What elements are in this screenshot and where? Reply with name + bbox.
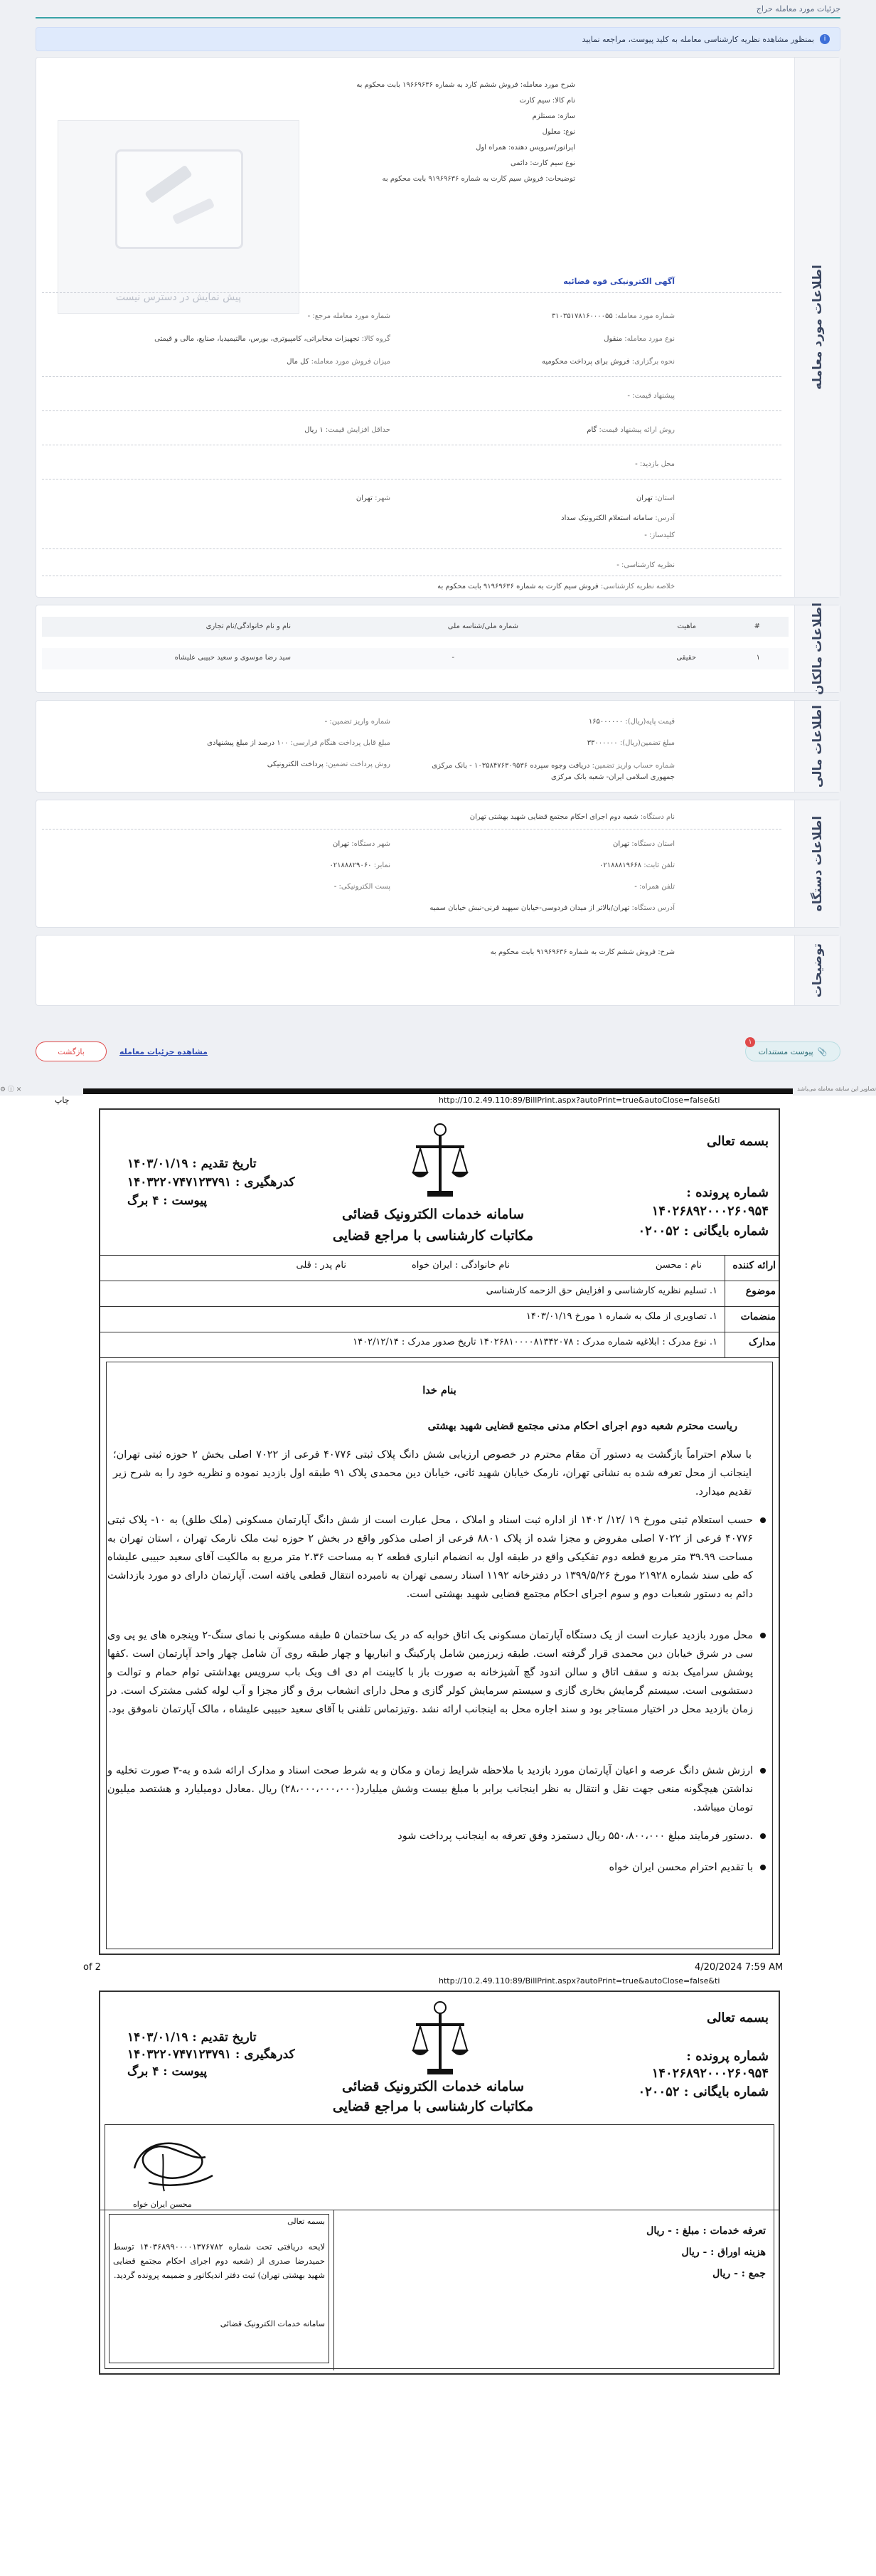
notice-text: بمنظور مشاهده نظریه کارشناسی معامله به کلید پیوست، مراجعه نمایید — [582, 34, 814, 44]
scales-emblem-icon — [412, 1123, 469, 1201]
org-subtitle: مکاتبات کارشناسی با مراجع قضایی — [332, 1228, 534, 1244]
description-side: توضیحات — [794, 935, 840, 1005]
owners-side: اطلاعات مالکان — [794, 605, 840, 692]
financial-card: اطلاعات مالی قیمت پایه(ریال): ۱۶۵۰۰۰۰۰۰ شماره واریز تضمین: - مبلغ تضمین(ریال): ۳۳۰۰۰۰۰۰ مبلغ قابل پرداخت هنگام فرارسی: ۱۰۰ درصد از مبلغ پیشنهادی شماره حساب واریز تضمین: دریافت وجوه سپرده ۱۰۳۵۸۴۷۶۳۰۹۵۳۶ - بانک مرکزی جمهوری اسلامی ایران- شعبه بانک مرکزی روش پرداخت تضمین: پرداخت الکترونیکی — [36, 700, 840, 793]
org-name: سامانه خدمات الکترونیک قضائی — [341, 1207, 525, 1222]
item-info-card: اطلاعات مورد معامله شرح مورد معامله: فروش ششم کارد به شماره ۱۹۶۶۹۶۳۶ بابت محکوم به نام کالا: سیم کارت سازه: مستلزم نوع: معلول اپراتور/سرویس دهنده: همراه اول نوع سیم کارت: دائمی توضیحات: فروش سیم کارت به شماره ۹۱۹۶۹۶۳۶ بابت محکوم به پیش نمایش در دسترس نیست آگهی الکترونیکی قوه قضائیه شماره مورد معامله: ۳۱۰۳۵۱۷۸۱۶۰۰۰۰۵۵ شماره مورد معامله مرجع: - نوع مورد معامله: منقول گروه کالا: تجهیزات مخابراتی، کامپیوتری، بورس، مالتیمیدیا، صنایع، مالی و قیمتی نحوه برگزاری: فروش برای پرداخت محکومیه میزان فروش مورد معامله: کل مال پیشنهاد قیمت: - روش ارائه پیشنهاد قیمت: گام حداقل افزایش قیمت: ۱ ریال محل بازدید: - استان: تهران شهر: تهران آدرس: سامانه استعلام الکترونیک سداد کلیدساز: - نظریه کارشناسی: - خلاصه نظریه کارشناسی: فروش سیم کارت به شماره ۹۱۹۶۹۶۳۶ بابت محکوم به — [36, 57, 840, 598]
receipt-besme: بسمه تعالی — [287, 2217, 325, 2226]
print-url: http://10.2.49.110:89/BillPrint.aspx?autoPrint=true&autoClose=false&ti — [439, 1096, 720, 1105]
attach-count-badge: ۱ — [745, 1037, 755, 1047]
table-row: ۱ حقیقی - سید رضا موسوی و سعید حبیبی علیشاه — [42, 648, 789, 669]
attach-docs-button[interactable]: 📎 پیوست مستندات — [745, 1041, 840, 1061]
department-side: اطلاعات دستگاه — [794, 800, 840, 927]
image-placeholder — [58, 120, 299, 314]
receipt-signature: سامانه خدمات الکترونیک قضائی — [220, 2319, 325, 2328]
item-code: ۳۱۰۳۵۱۷۸۱۶۰۰۰۰۵۵ — [551, 312, 613, 320]
view-details-link[interactable]: مشاهده جزئیات معامله — [119, 1046, 208, 1056]
desc-line: شرح مورد معامله: فروش ششم کارد به شماره ۱۹۶۶۹۶۳۶ بابت محکوم به — [356, 81, 575, 89]
fee-line: تعرفه خدمات : مبلغ : - ریال — [646, 2225, 766, 2237]
page-counter: of 2 — [83, 1962, 101, 1973]
print-timestamp: 4/20/2024 7:59 AM — [695, 1962, 784, 1973]
submit-date: تاریخ تقدیم : ۱۴۰۳/۰۱/۱۹ — [127, 1157, 257, 1171]
tracking-code: کدرهگیری : ۱۴۰۳۲۲۰۷۴۷۱۲۳۷۹۱ — [127, 1175, 295, 1189]
besme: بسمه تعالی — [706, 1134, 769, 1149]
item-description — [356, 78, 575, 187]
filer-row: ارائه کننده نام : محسن نام خانوادگی : ایران خواه نام پدر : قلی — [99, 1255, 780, 1281]
back-button[interactable]: بازگشت — [36, 1041, 107, 1061]
letter-page-1 — [99, 1108, 780, 1955]
attachments-row: منضمات ۱. تصاویری از ملک به شماره ۱ مورخ ۱۴۰۳/۰۱/۱۹ — [99, 1306, 780, 1332]
owners-header: # ماهیت شماره ملی/شناسه ملی نام و نام خانوادگی/نام تجاری — [42, 617, 789, 637]
description-text: شرح: فروش ششم کارت به شماره ۹۱۹۶۹۶۳۶ بابت محکوم به — [490, 948, 675, 956]
ad-link[interactable]: آگهی الکترونیکی قوه قضائیه — [563, 277, 675, 286]
attachment-count: پیوست : ۴ برگ — [127, 1194, 208, 1208]
description-card — [36, 935, 840, 1006]
desc-line: اپراتور/سرویس دهنده: همراه اول — [476, 144, 575, 152]
finding-1: حسب استعلام ثبتی مورخ ۱۹ /۱۲/ ۱۴۰۲ از اداره ثبت اسناد و املاک ، محل عبارت است از شش دانگ آپارتمان مسکونی (ملک طلق) به ۱۰- پلاک ثبتی ۴۰۷۷۶ فرعی از ۷۰۲۲ اصلی مفروض و مجزا شده از پلاک ۸۸۰۱ فرعی از اصلی مذکور واقع در بخش ۲ حوزه ثبت ملک نارمک تهران ، استان تهران به مساحت ۳۹.۹۹ متر مربع قطعه دوم تفکیکی واقع در طبقه اول به انضمام انباری قطعه ۲ به مساحت ۲.۳۶ متر مربع به مالکیت آقای سعید حبیبی علیشاه که طی سند شماره ۲۱۹۲۸ مورخ ۱۳۹۹/۵/۲۶ در دفترخانه ۱۱۹۲ اسناد رسمی تهران به نامبرده انتقال قطعی یافته است. آپارتمان دارای دو مورد بازداشت دائم به دستور شعبات دوم و سوم اجرای احکام مجتمع قضایی شهید بهشتی است. — [107, 1511, 773, 1604]
paper-fee-line: هزینه اوراق : - ریال — [681, 2247, 766, 2258]
signoff: با تقدیم احترام محسن ایران خواه — [107, 1858, 773, 1877]
handwritten-signature — [120, 2133, 220, 2197]
info-icon: i — [820, 34, 830, 44]
god-name: بنام خدا — [422, 1384, 456, 1396]
signer-name: محسن ایران خواه — [133, 2200, 192, 2209]
letter-page-2: بسمه تعالی شماره پرونده : ۱۴۰۲۶۸۹۲۰۰۰۲۶۰۹۵۴ شماره بایگانی : ۰۲۰۰۵۲ سامانه خدمات الکترونیک قضائی مکاتبات کارشناسی با مراجع قضایی تاریخ تقدیم : ۱۴۰۳/۰۱/۱۹ کدرهگیری : ۱۴۰۳۲۲۰۷۴۷۱۲۳۷۹۱ پیوست : ۴ برگ محسن ایران خواه تعرفه خدمات : مبلغ : - ریال هزینه اوراق : - ریال جمع : - ریال بسمه تعالی لایحه دریافتی تحت شماره ۱۴۰۳۶۸۹۹۰۰۰۰۱۳۷۶۷۸۲ توسط حمیدرضا صدری از (شعبه دوم اجرای احکام مجتمع قضایی شهید بهشتی تهران) ثبت دفتر اندیکاتور و ضمیمه پرونده گردید. سامانه خدمات الکترونیک قضائی — [99, 1991, 780, 2376]
documents-row: مدارک ۱. نوع مدرک : ابلاغیه شماره مدرک : ۱۴۰۲۶۸۱۰۰۰۰۸۱۳۴۲۰۷۸ تاریخ صدور مدرک : ۱۴۰۲/۱۲/۱۴ — [99, 1332, 780, 1357]
addressee: ریاست محترم شعبه دوم اجرای احکام مدنی مجتمع قضایی شهید بهشتی — [427, 1420, 737, 1432]
department-card: اطلاعات دستگاه نام دستگاه: شعبه دوم اجرای احکام مجتمع قضایی شهید بهشتی تهران استان دستگاه: تهران شهر دستگاه: تهران تلفن ثابت: ۰۲۱۸۸۸۱۹۶۶۸ نمابر: ۰۲۱۸۸۸۲۹۰۶۰ تلفن همراه: - پست الکترونیکی: - آدرس دستگاه: تهران/بالاتر از میدان فردوسی-خیابان سپهبد قرنی-نبش خیابان سمیه — [36, 800, 840, 928]
case-number-label: شماره پرونده : — [686, 1185, 769, 1200]
total-line: جمع : - ریال — [712, 2268, 766, 2279]
case-number: ۱۴۰۲۶۸۹۲۰۰۰۲۶۰۹۵۴ — [651, 1204, 769, 1219]
owners-card — [36, 605, 840, 693]
auction-details-page — [0, 0, 876, 1096]
print-label: چاپ — [55, 1096, 70, 1105]
desc-line: نوع سیم کارت: دائمی — [510, 159, 575, 167]
document-icon — [115, 149, 243, 249]
desc-line: نوع: معلول — [542, 128, 575, 136]
subject-row: موضوع ۱. تسلیم نظریه کارشناسی و افزایش حق الزحمه کارشناسی — [99, 1281, 780, 1306]
paperclip-icon: 📎 — [817, 1046, 828, 1056]
finding-3: ارزش شش دانگ عرصه و اعیان آپارتمان مورد بازدید با ملاحظه شرایط زمان و مکان و به شرط صحت اسناد و مدارک ارائه شده و به-۳ صورت تخلیه و نداشتن هیچگونه منعی جهت نقل و انتقال به نظر اینجانب برابر با مبلغ بیست وشش میلیارد(۲۸،۰۰۰،۰۰۰،۰۰۰) ریال .معادل دومیلیارد و هشتصد میلیون تومان میباشد. — [107, 1761, 773, 1817]
desc-line: توضیحات: فروش سیم کارت به شماره ۹۱۹۶۹۶۳۶ بابت محکوم به — [382, 175, 575, 183]
viewer-controls[interactable]: ⚙ ⓘ ✕ — [0, 1086, 22, 1093]
receipt-text: لایحه دریافتی تحت شماره ۱۴۰۳۶۸۹۹۰۰۰۰۱۳۷۶۷۸۲ توسط حمیدرضا صدری از (شعبه دوم اجرای احکام مجتمع قضایی شهید بهشتی تهران) ثبت دفتر اندیکاتور و ضمیمه پرونده گردید. — [113, 2242, 325, 2280]
item-info-side: اطلاعات مورد معامله — [794, 58, 840, 597]
notice-banner — [36, 27, 840, 51]
page-title: جزئیات مورد معامله حراج — [36, 4, 840, 18]
print-url-2: http://10.2.49.110:89/BillPrint.aspx?autoPrint=true&autoClose=false&ti — [439, 1976, 720, 1986]
scales-emblem-icon — [412, 2000, 469, 2079]
intro-paragraph: با سلام احتراماً بازگشت به دستور آن مقام محترم در خصوص ارزیابی شش دانگ پلاک ثبتی ۴۰۷۷۶ فرعی از ۷۰۲۲ اصلی بخش ۲ حوزه ثبتی تهران؛ اینجانب از محل تعرفه شده به نشانی تهران، نارمک خیابان شهید ثانی، خیابان دین محمدی پلاک ۹۱ طبقه اول بازدید نموده و نظریه خود را به شرح زیر تقدیم میدارد. — [113, 1449, 752, 1498]
desc-line: سازه: مستلزم — [532, 112, 575, 120]
desc-line: نام کالا: سیم کارت — [519, 97, 575, 105]
scanned-document — [55, 1088, 793, 2576]
finding-4: .دستور فرمایند مبلغ ۵۵۰،۸۰۰،۰۰۰ ریال دستمزد وفق تعرفه به اینجانب پرداخت شود — [107, 1827, 773, 1845]
image-caption: پیش نمایش در دسترس نیست — [115, 292, 242, 303]
archive-number: شماره بایگانی : ۰۲۰۰۵۲ — [638, 1224, 769, 1239]
finding-2: محل مورد بازدید عبارت است از یک دستگاه آپارتمان مسکونی یک اتاق خوابه که در یک ساختمان ۵ طبقه مسکونی با نمای سنگ-۲ وپنجره های یو پی وی سی در شرق خیابان دین محمدی قرار گرفته است. طبقه زیرزمین شامل پارکینگ و انباریها و چهار طبقه روی آن شامل چهار واحد آپارتمان است .کفها پوشش سرامیک بدنه و سقف اتاق و سالن اندود گچ آشپزخانه به صورت باز با کابینت ام دی اف ویک باب سرویس بهداشتی توام حمام و توالت و دستشویی است. سیستم گرمایش بخاری گازی و سیستم سرمایش کولر گازی و محل دارای انشعاب برق و گاز مجزا و آب لوله کشی مشترک است. در زمان بازدید محل در اختیار مستاجر بود و سند اجاره محل به اینجانب ارائه نشد .وتیزتماس تلفنی با آقای سعید حبیبی علیشاه ، مالک آپارتمان ناموفق بود. — [107, 1626, 773, 1719]
financial-side: اطلاعات مالی — [794, 701, 840, 792]
viewer-caption: تصاویر این سابقه معامله می‌باشد — [797, 1086, 876, 1092]
